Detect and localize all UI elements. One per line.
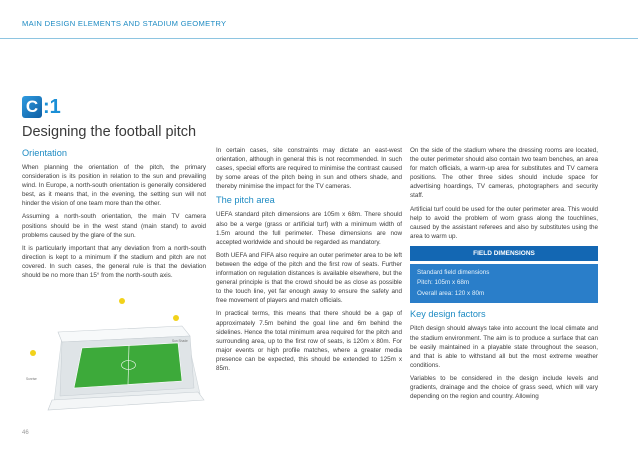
sun-marker-left	[30, 350, 36, 356]
paragraph: In practical terms, this means that there should be a gap of approximately 7.5m behind the goal line and 6m behind the sidelines. Hence the total minimum area required for the pitch and surrounding area, up to the first row of seats, is 120m x 80m. For major events or high profile matches, where a greater media presence can be expected, this should be extended to 125m x 85m.	[216, 310, 402, 372]
column-3	[410, 146, 598, 405]
paragraph: Assuming a north-south orientation, the main TV camera positions should be in the west stand (main stand) to avoid problems caused by the glare of the sun.	[22, 213, 206, 239]
header-divider	[0, 38, 638, 39]
field-dimensions-line: Overall area: 120 x 80m	[417, 289, 485, 297]
stadium-drawing	[22, 296, 208, 414]
label-sunrise: Sunrise	[26, 377, 37, 381]
section-title: MAIN DESIGN ELEMENTS AND STADIUM GEOMETRY	[22, 19, 227, 28]
page-title: Designing the football pitch	[22, 124, 197, 140]
heading-pitch-area: The pitch area	[216, 195, 275, 206]
paragraph: Variables to be considered in the design include levels and gradients, drainage and the choice of grass seed, which will vary depending on the region and country. Allowing	[410, 374, 598, 401]
heading-orientation: Orientation	[22, 148, 67, 158]
chapter-number: :1	[43, 96, 61, 118]
stadium-illustration	[22, 296, 208, 414]
label-sun-shade: Sun Shade	[172, 339, 188, 343]
sun-marker-right	[173, 315, 179, 321]
page-number: 46	[22, 430, 29, 436]
paragraph: Artificial turf could be used for the outer perimeter area. This would help to avoid the problem of worn grass along the touchlines, caused by the assistant referees and also by substitutes using the area to warm up.	[410, 205, 598, 240]
column-2	[216, 146, 402, 377]
sun-marker-top	[119, 298, 125, 304]
chapter-badge	[22, 95, 61, 119]
field-dimensions-line: Standard field dimensions	[417, 268, 490, 276]
paragraph: It is particularly important that any deviation from a north-south direction is kept to a minimum if the stadium and pitch are not covered. In such cases, the general rule is that the deviation should be no more than 15° from the north-south axis.	[22, 244, 206, 280]
heading-key-design-factors: Key design factors	[410, 309, 486, 320]
paragraph: Pitch design should always take into account the local climate and the stadium environment. The aim is to produce a surface that can be easily maintained in a playable state throughout the season, and that is able to withstand all but the most extreme weather conditions.	[410, 325, 598, 369]
paragraph: On the side of the stadium where the dressing rooms are located, the outer perimeter should also contain two team benches, an area for match officials, a warm-up area for substitutes and TV camera positions. The other three sides should include space for advertising hoardings, TV cameras, photographers and security staff.	[410, 147, 598, 200]
page-header	[0, 0, 638, 40]
paragraph: In certain cases, site constraints may dictate an east-west orientation, although in general this is not recommended. In such cases, special efforts are required to minimise the contrast caused by some areas of the pitch being in sun and others shade, and thereby minimise the impact for the TV cameras.	[216, 147, 402, 191]
paragraph: Both UEFA and FIFA also require an outer perimeter area to be left between the edge of the pitch and the first row of seats. Further information on regulation distances is available elsewhere, but the general principle is that the crowd should be as close as possible to the touch line, yet far enough away to ensure the safety and free movement of players and match officials.	[216, 251, 402, 305]
chapter-letter: C	[22, 96, 42, 118]
paragraph: When planning the orientation of the pitch, the primary consideration is its position in relation to the sun and prevailing wind. In Europe, a north-south orientation is generally considered best, as it means that, in the evening, the setting sun will not hinder the vision of one team more than the other.	[22, 164, 206, 208]
column-1	[22, 146, 206, 284]
field-dimensions-panel	[410, 264, 598, 304]
field-dimensions-line: Pitch: 105m x 68m	[417, 279, 470, 287]
paragraph: UEFA standard pitch dimensions are 105m x 68m. There should also be a verge (grass or artificial turf) with a minimum width of 1.5m around the full perimeter. These dimensions are now accepted worldwide and should be regarded as mandatory.	[216, 211, 402, 246]
field-dimensions-title: FIELD DIMENSIONS	[410, 246, 598, 261]
